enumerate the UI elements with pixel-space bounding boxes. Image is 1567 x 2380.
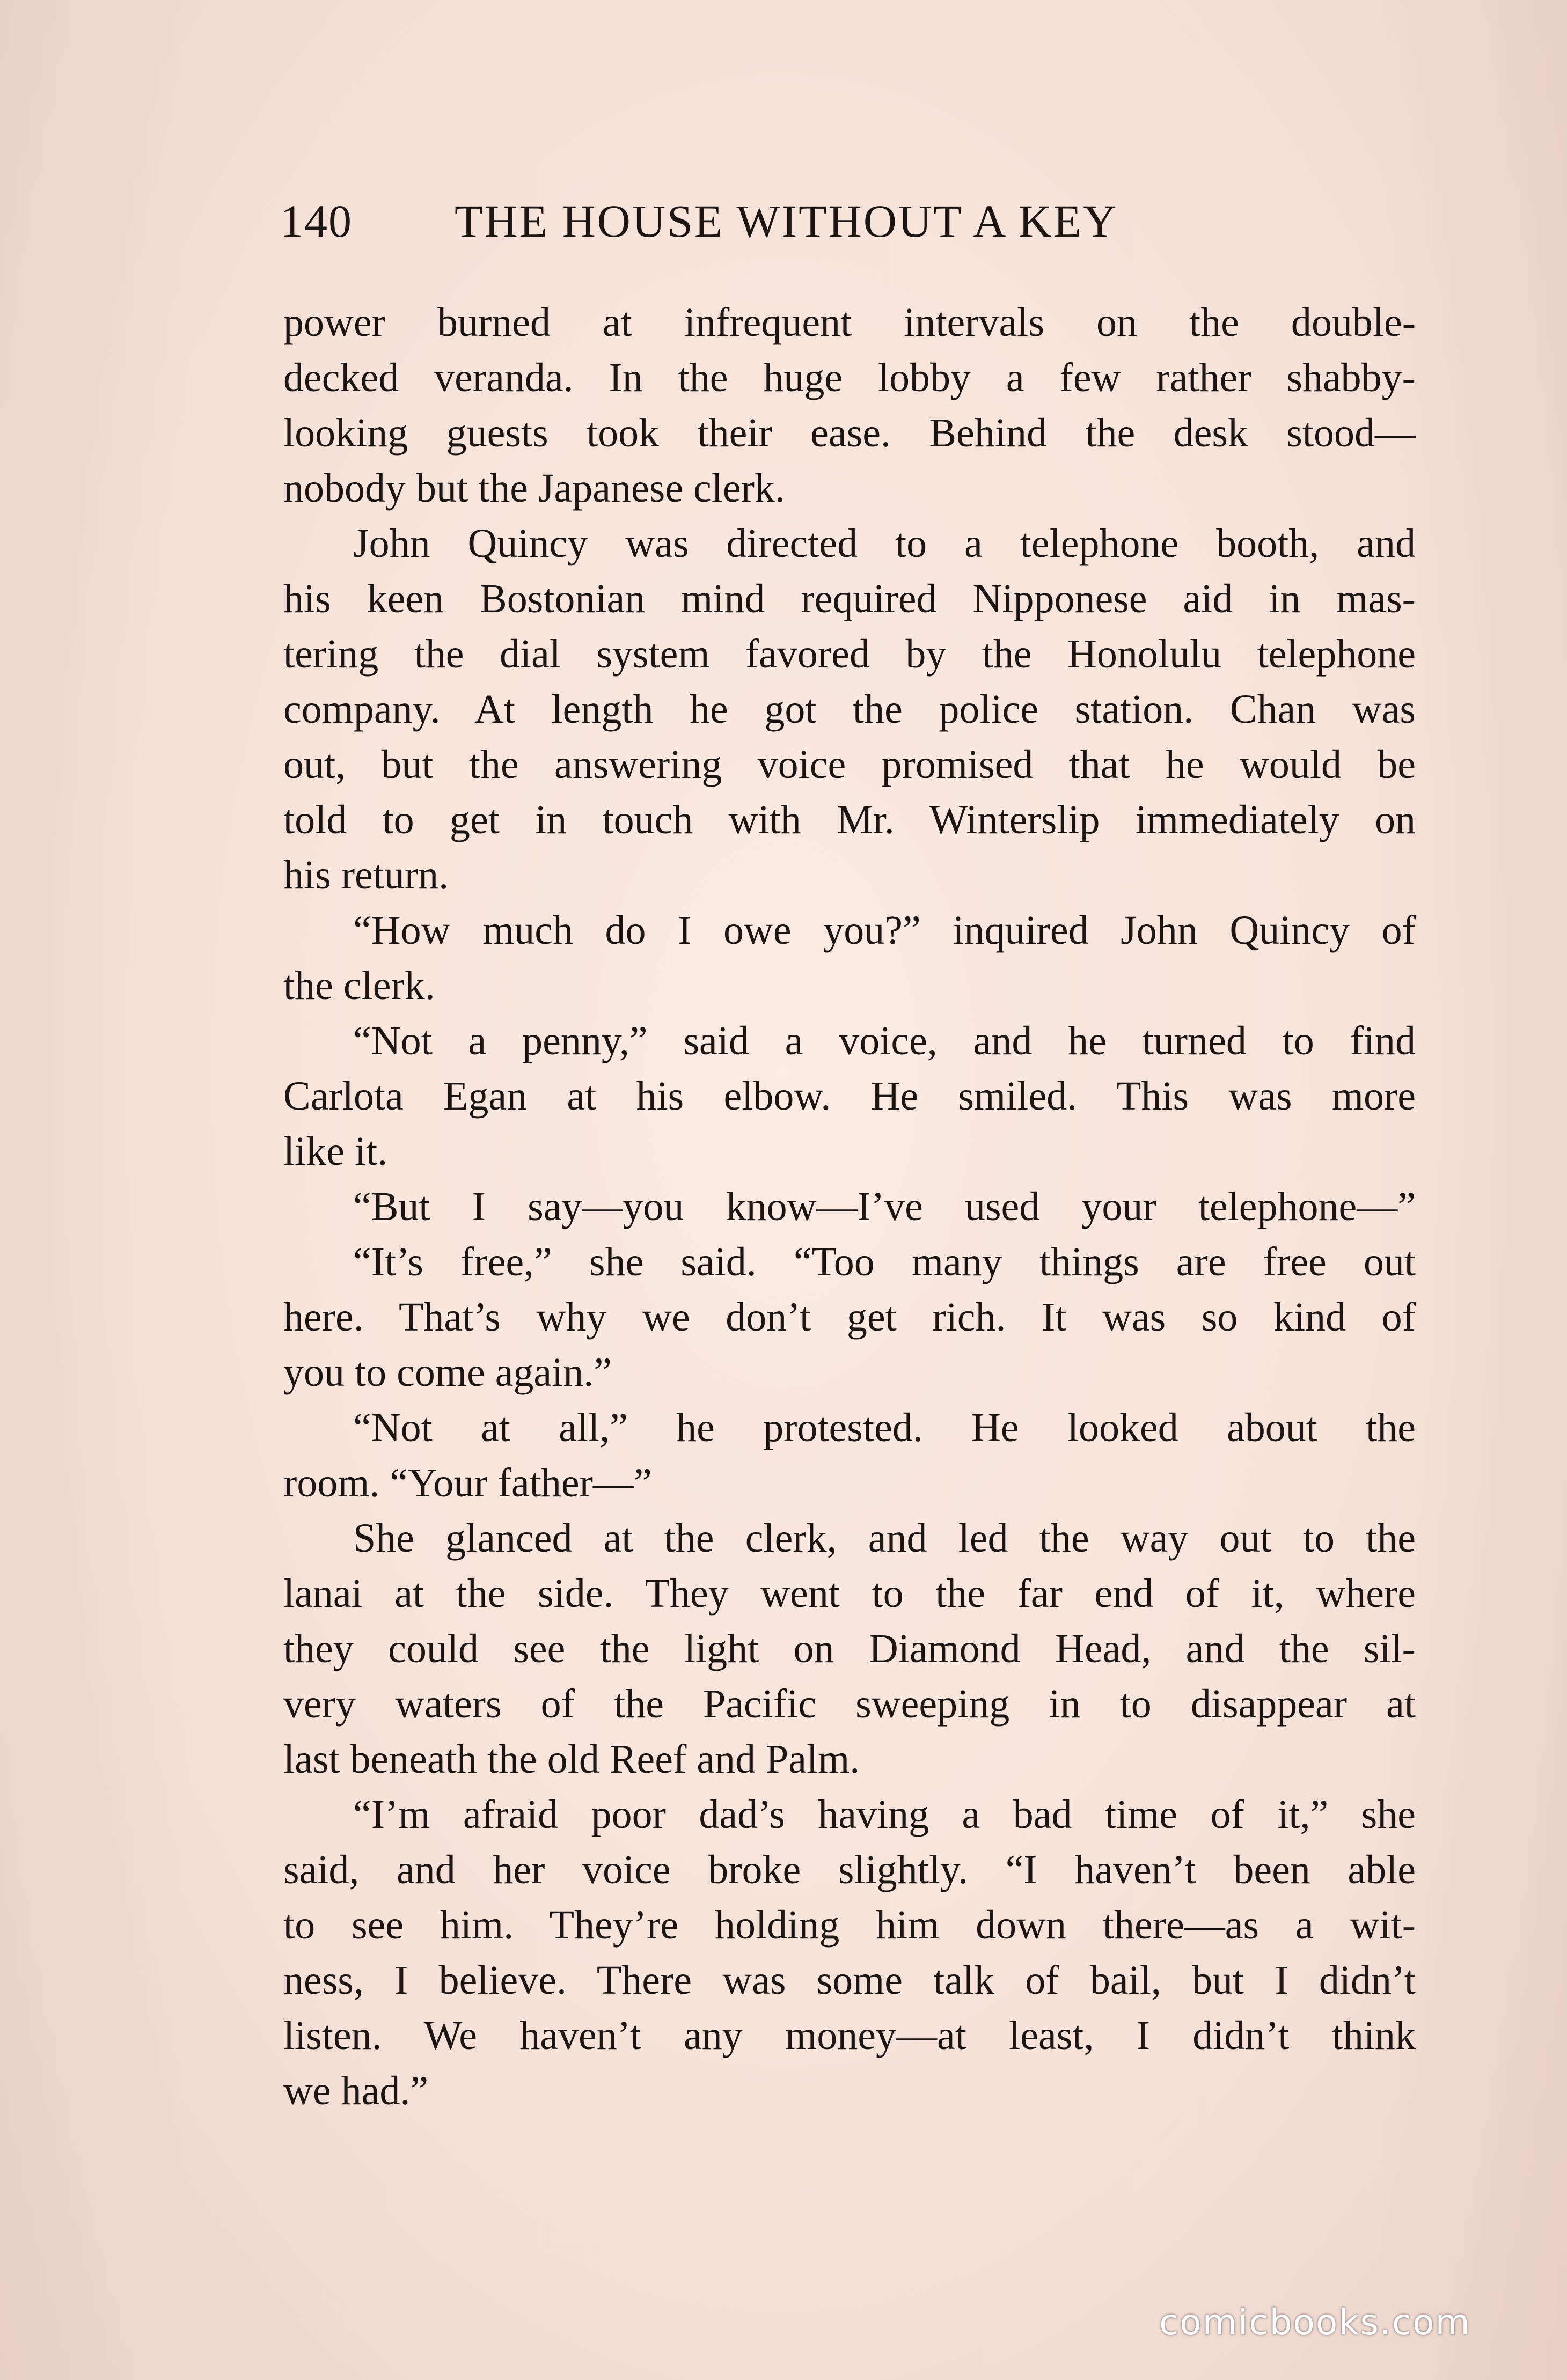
page-header <box>280 189 1241 253</box>
text-line: “How much do I owe you?” inquired John Quincy of <box>353 908 1416 953</box>
text-line: lanai at the side. They went to the far end of it, where <box>283 1571 1416 1616</box>
text-line: “I’m afraid poor dad’s having a bad time of it,” she <box>353 1792 1416 1837</box>
text-line: ness, I believe. There was some talk of bail, but I didn’t <box>283 1958 1416 2003</box>
text-line: out, but the answering voice promised that he would be <box>283 742 1416 787</box>
running-title: THE HOUSE WITHOUT A KEY <box>455 195 1118 247</box>
text-line: listen. We haven’t any money—at least, I didn’t think <box>283 2013 1416 2058</box>
text-line: “It’s free,” she said. “Too many things are free out <box>353 1239 1416 1284</box>
text-line: decked veranda. In the huge lobby a few rather shabby- <box>283 355 1416 400</box>
text-line: his keen Bostonian mind required Nipponese aid in mas- <box>283 576 1416 621</box>
text-line: room. “Your father—” <box>283 1460 652 1505</box>
text-line: company. At length he got the police station. Chan was <box>283 687 1416 732</box>
text-line: looking guests took their ease. Behind the desk stood— <box>283 410 1416 456</box>
text-line: you to come again.” <box>283 1350 612 1395</box>
text-line: tering the dial system favored by the Honolulu telephone <box>283 631 1416 677</box>
watermark: comicbooks.com <box>1159 2302 1471 2343</box>
text-line: very waters of the Pacific sweeping in to disappear at <box>283 1681 1416 1727</box>
text-line: last beneath the old Reef and Palm. <box>283 1737 860 1782</box>
text-line: “Not a penny,” said a voice, and he turned to find <box>353 1018 1416 1063</box>
text-line: said, and her voice broke slightly. “I haven’t been able <box>283 1847 1416 1892</box>
text-line: told to get in touch with Mr. Winterslip immediately on <box>283 797 1416 842</box>
text-line: the clerk. <box>283 963 435 1008</box>
text-line: we had.” <box>283 2068 429 2113</box>
text-line: John Quincy was directed to a telephone booth, and <box>353 521 1416 566</box>
text-line: She glanced at the clerk, and led the way out to the <box>353 1516 1416 1561</box>
text-line: to see him. They’re holding him down there—as a wit- <box>283 1902 1416 1948</box>
page-number: 140 <box>280 195 353 247</box>
text-line: here. That’s why we don’t get rich. It was so kind of <box>283 1295 1416 1340</box>
text-line: “Not at all,” he protested. He looked about the <box>353 1405 1416 1450</box>
text-line: they could see the light on Diamond Head, and the sil- <box>283 1626 1416 1671</box>
text-line: power burned at infrequent intervals on the double- <box>283 300 1416 345</box>
text-line: Carlota Egan at his elbow. He smiled. This was more <box>283 1074 1416 1119</box>
text-line: his return. <box>283 853 449 898</box>
text-line: like it. <box>283 1129 388 1174</box>
text-line: “But I say—you know—I’ve used your telephone—” <box>353 1184 1416 1229</box>
body-text <box>283 295 1416 2119</box>
text-line: nobody but the Japanese clerk. <box>283 466 785 511</box>
